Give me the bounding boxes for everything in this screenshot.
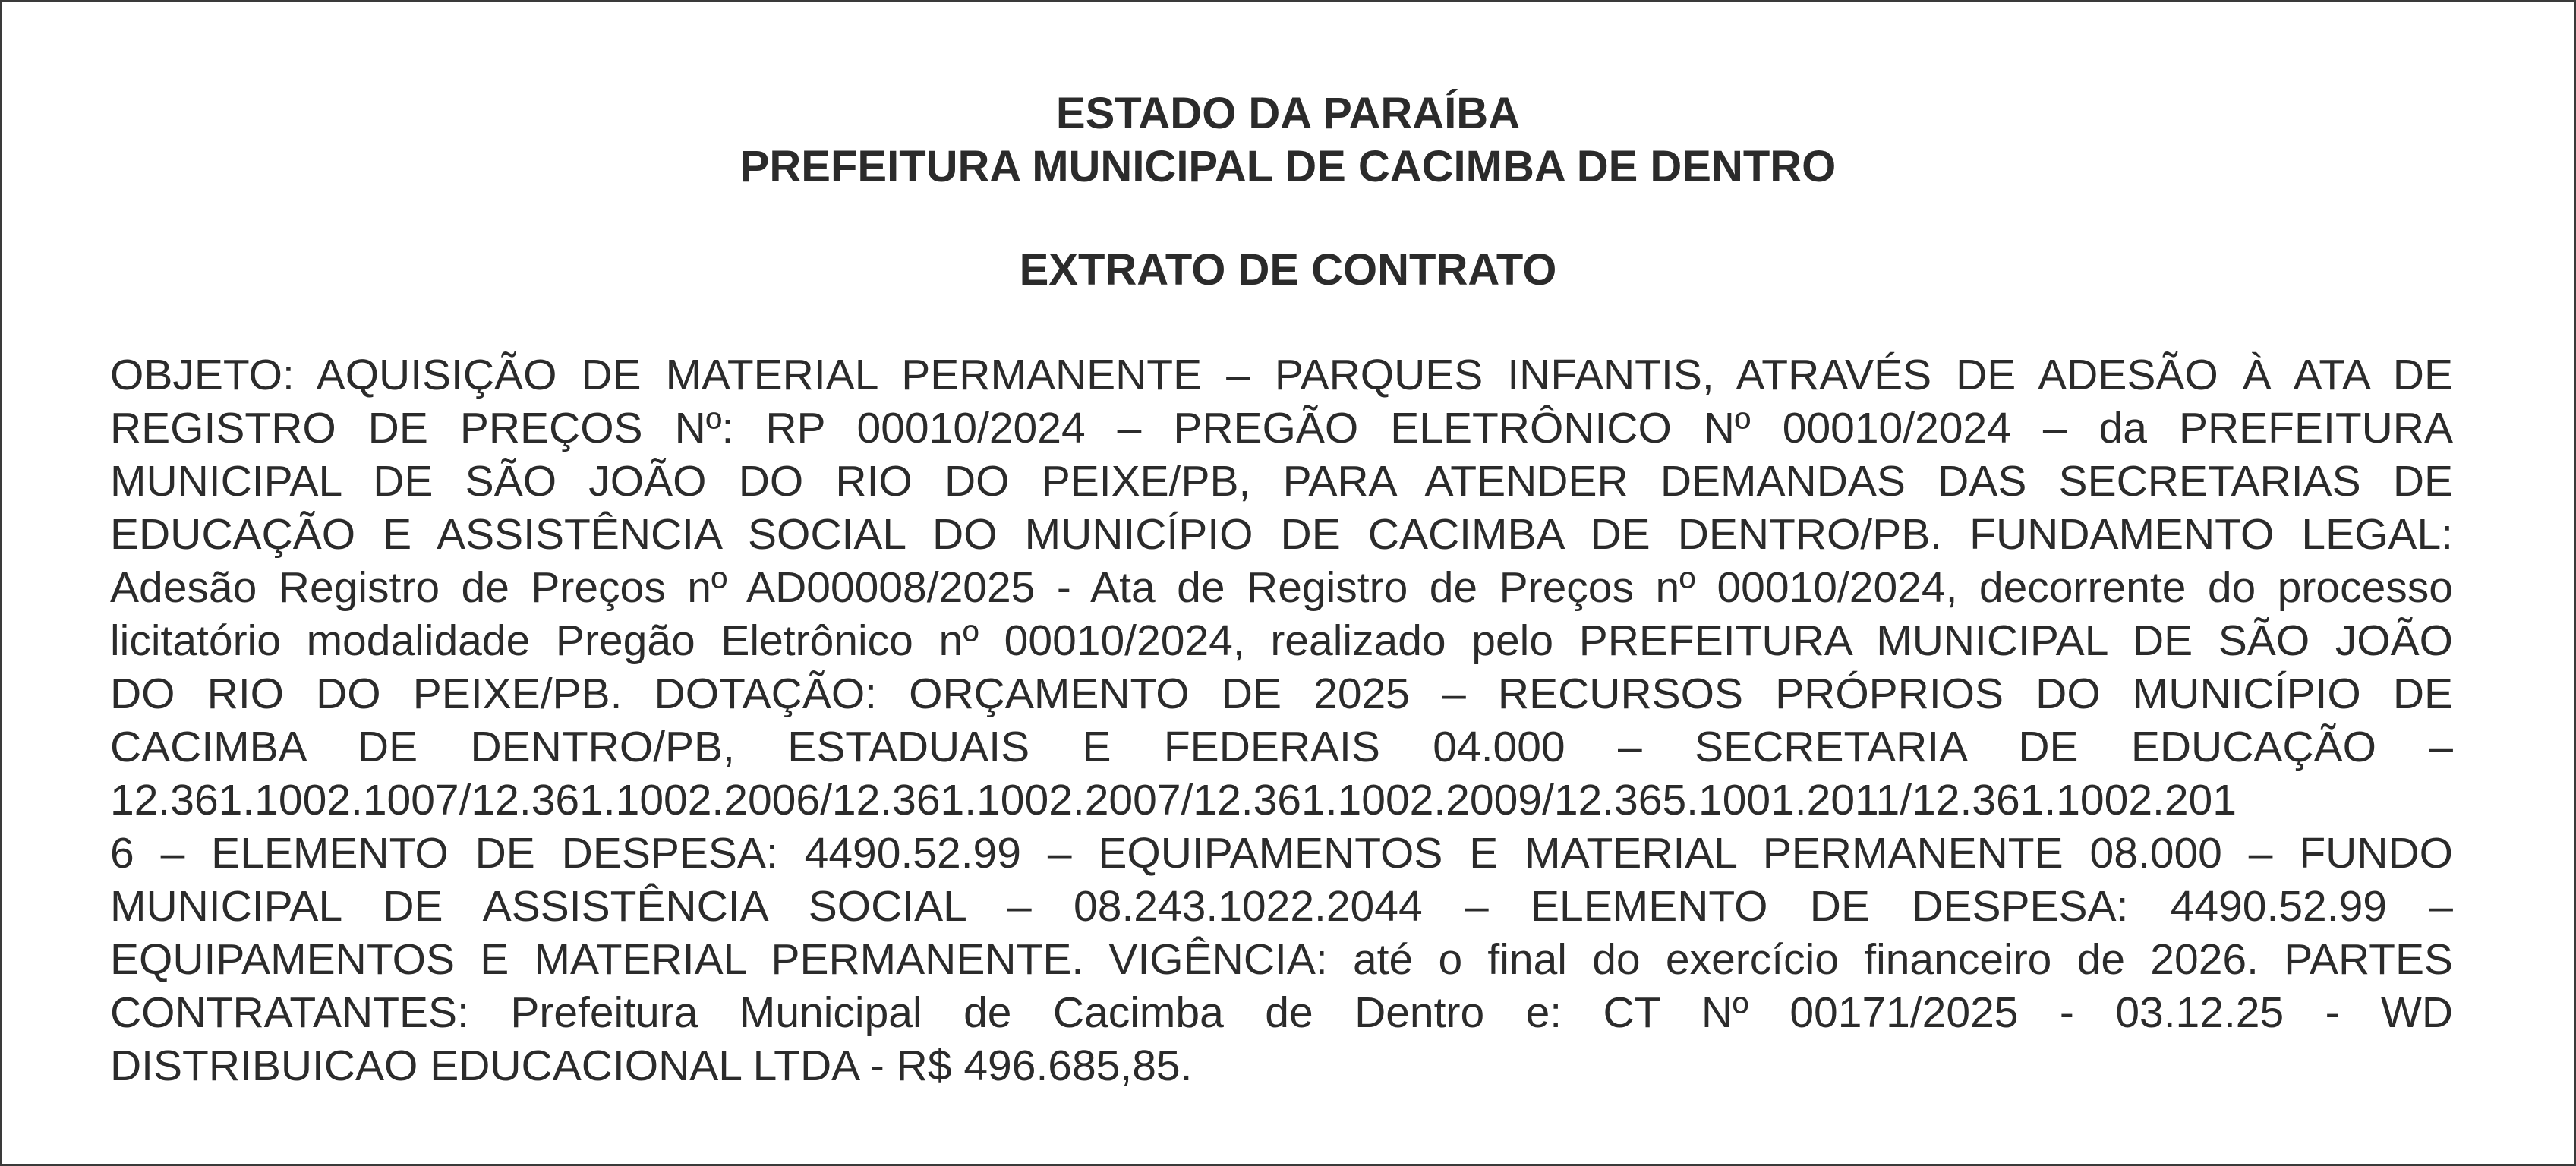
state-name: ESTADO DA PARAÍBA: [1055, 89, 1521, 138]
body-line: CACIMBA DE DENTRO/PB, ESTADUAIS E FEDERAIS 04.000 – SECRETARIA DE EDUCAÇÃO –: [110, 723, 2453, 771]
contract-body-text: [110, 348, 2453, 1092]
body-line: 12.361.1002.1007/12.361.1002.2006/12.361.1002.2007/12.361.1002.2009/12.365.1001.2011/12.361.1002.201: [110, 776, 2237, 824]
body-line: OBJETO: AQUISIÇÃO DE MATERIAL PERMANENTE – PARQUES INFANTIS, ATRAVÉS DE ADESÃO À ATA DE: [110, 351, 2453, 399]
body-line: REGISTRO DE PREÇOS Nº: RP 00010/2024 – PREGÃO ELETRÔNICO Nº 00010/2024 – da PREFEITURA: [110, 404, 2453, 452]
body-line: DISTRIBUICAO EDUCACIONAL LTDA - R$ 496.685,85.: [110, 1042, 1193, 1090]
body-line: EQUIPAMENTOS E MATERIAL PERMANENTE. VIGÊNCIA: até o final do exercício financeiro de 2026. PARTES: [110, 935, 2453, 984]
body-line: MUNICIPAL DE SÃO JOÃO DO RIO DO PEIXE/PB, PARA ATENDER DEMANDAS DAS SECRETARIAS DE: [110, 457, 2453, 506]
document-title: EXTRATO DE CONTRATO: [1019, 245, 1557, 295]
body-line: licitatório modalidade Pregão Eletrônico nº 00010/2024, realizado pelo PREFEITURA MUNICIPAL DE SÃO JOÃO: [110, 616, 2453, 665]
body-line: CONTRATANTES: Prefeitura Municipal de Cacimba de Dentro e: CT Nº 00171/2025 - 03.12.25 - WD: [110, 988, 2453, 1037]
municipality-name: PREFEITURA MUNICIPAL DE CACIMBA DE DENTRO: [739, 142, 1837, 191]
body-line: EDUCAÇÃO E ASSISTÊNCIA SOCIAL DO MUNICÍPIO DE CACIMBA DE DENTRO/PB. FUNDAMENTO LEGAL:: [110, 510, 2453, 559]
notice-header: [2, 87, 2574, 194]
body-line: DO RIO DO PEIXE/PB. DOTAÇÃO: ORÇAMENTO DE 2025 – RECURSOS PRÓPRIOS DO MUNICÍPIO DE: [110, 670, 2453, 718]
body-line: 6 – ELEMENTO DE DESPESA: 4490.52.99 – EQUIPAMENTOS E MATERIAL PERMANENTE 08.000 – FUNDO: [110, 829, 2453, 878]
body-line: MUNICIPAL DE ASSISTÊNCIA SOCIAL – 08.243.1022.2044 – ELEMENTO DE DESPESA: 4490.52.99 –: [110, 882, 2453, 931]
body-line: Adesão Registro de Preços nº AD00008/2025 - Ata de Registro de Preços nº 00010/2024, decorrente do processo: [110, 563, 2453, 612]
